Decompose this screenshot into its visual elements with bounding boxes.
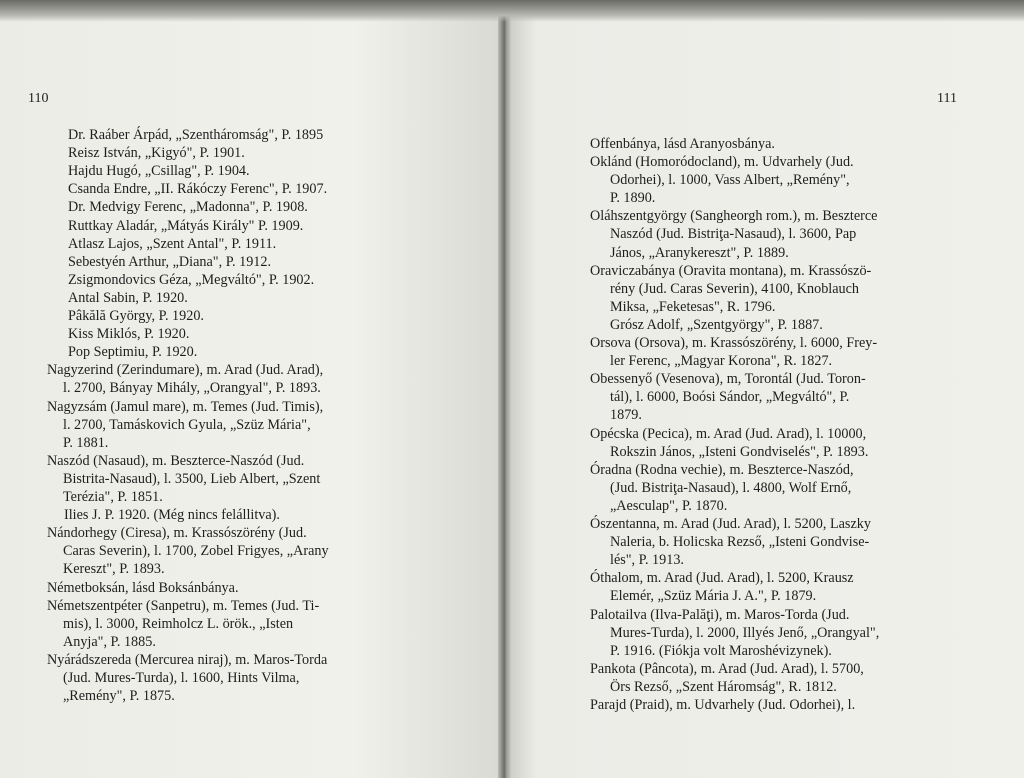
directory-entry xyxy=(590,569,854,605)
entry-line: Palotailva (Ilva-Palăţi), m. Maros-Torda (Jud. xyxy=(590,606,850,623)
directory-entry xyxy=(68,271,314,289)
entry-line: Németszentpéter (Sanpetru), m. Temes (Jud. Ti- xyxy=(47,597,320,614)
entry-line: Hajdu Hugó, „Csillag", P. 1904. xyxy=(68,163,250,180)
entry-line: Grósz Adolf, „Szentgyörgy", P. 1887. xyxy=(610,317,823,333)
entry-line: lés", P. 1913. xyxy=(610,552,684,569)
directory-entry xyxy=(68,198,308,216)
entry-line: l. 2700, Tamáskovich Gyula, „Szüz Mária", xyxy=(63,416,311,433)
entry-line: (Jud. Bistriţa-Nasaud), l. 4800, Wolf Ernő, xyxy=(610,479,852,496)
directory-entry xyxy=(68,325,189,343)
directory-entry xyxy=(590,515,871,569)
entry-line: Mures-Turda), l. 2000, Illyés Jenő, „Orangyal", xyxy=(610,624,880,641)
directory-entry xyxy=(47,579,239,597)
entry-line: Oláhszentgyörgy (Sangheorgh rom.), m. Beszterce xyxy=(590,208,878,225)
entry-line: Anyja", P. 1885. xyxy=(63,633,156,650)
directory-entry xyxy=(47,361,323,397)
directory-entry xyxy=(68,307,204,325)
entry-line: Örs Rezső, „Szent Háromság", R. 1812. xyxy=(610,678,837,695)
entry-line: János, „Aranykereszt", P. 1889. xyxy=(610,244,789,261)
entry-line: Reisz István, „Kigyó", P. 1901. xyxy=(68,145,245,162)
entry-line: Rokszin János, „Isteni Gondviselés", P. 1893. xyxy=(610,443,869,460)
directory-entry xyxy=(590,425,868,461)
entry-line: Dr. Medvigy Ferenc, „Madonna", P. 1908. xyxy=(68,199,308,216)
entry-line: P. 1881. xyxy=(63,434,109,451)
entry-line: Oklánd (Homoródocland), m. Udvarhely (Jud. xyxy=(590,154,854,171)
entry-line: Nándorhegy (Ciresa), m. Krassószörény (Jud. xyxy=(47,525,307,542)
directory-entry xyxy=(590,334,877,370)
entry-line: Bistrita-Nasaud), l. 3500, Lieb Albert, „Szent xyxy=(63,470,321,487)
directory-entry xyxy=(47,506,280,524)
entry-line: mis), l. 3000, Reimholcz L. örök., „Isten xyxy=(63,615,294,632)
directory-entry xyxy=(68,253,271,271)
directory-entry xyxy=(68,162,250,180)
entry-line: Pankota (Pâncota), m. Arad (Jud. Arad), l. 5700, xyxy=(590,660,864,677)
entry-line: Nagyzsám (Jamul mare), m. Temes (Jud. Timis), xyxy=(47,398,324,415)
book-gutter xyxy=(498,0,512,778)
entry-line: Elemér, „Szüz Mária J. A.", P. 1879. xyxy=(610,588,817,605)
directory-entry xyxy=(590,370,866,424)
entry-line: l. 2700, Bányay Mihály, „Orangyal", P. 1893. xyxy=(63,380,321,397)
directory-entry xyxy=(68,289,188,307)
entry-line: Ószentanna, m. Arad (Jud. Arad), l. 5200, Laszky xyxy=(590,516,871,533)
entry-line: rény (Jud. Caras Severin), 4100, Knoblauch xyxy=(610,280,860,297)
entry-line: Németboksán, lásd Boksánbánya. xyxy=(47,579,239,596)
entry-line: Nagyzerind (Zerindumare), m. Arad (Jud. Arad), xyxy=(47,362,324,379)
entry-line: Ruttkay Aladár, „Mátyás Király" P. 1909. xyxy=(68,217,304,234)
entry-line: 1879. xyxy=(610,407,642,424)
entry-line: „Aesculap", P. 1870. xyxy=(610,497,728,514)
directory-entry xyxy=(47,452,320,506)
directory-entry xyxy=(68,343,197,361)
entry-line: Naleria, b. Holicska Rezső, „Isteni Gondvise- xyxy=(610,534,870,551)
entry-line: Offenbánya, lásd Aranyosbánya. xyxy=(590,136,775,152)
directory-entry xyxy=(47,524,329,578)
directory-entry xyxy=(590,153,854,207)
entry-line: Dr. Raáber Árpád, „Szentháromság", P. 1895 xyxy=(68,127,324,143)
entry-line: Óradna (Rodna vechie), m. Beszterce-Naszód, xyxy=(590,461,854,478)
entry-line: (Jud. Mures-Turda), l. 1600, Hints Vilma, xyxy=(63,669,300,686)
entry-line: Sebestyén Arthur, „Diana", P. 1912. xyxy=(68,253,272,270)
entry-line: Opécska (Pecica), m. Arad (Jud. Arad), l. 10000, xyxy=(590,425,867,442)
entry-line: Csanda Endre, „II. Rákóczy Ferenc", P. 1907. xyxy=(68,181,328,198)
entry-line: P. 1916. (Fiókja volt Maroshévizynek). xyxy=(610,642,832,659)
entry-line: tál), l. 6000, Boósi Sándor, „Megváltó", P. xyxy=(610,389,850,406)
directory-entry xyxy=(590,461,854,515)
directory-entry xyxy=(68,217,303,235)
directory-entry xyxy=(68,144,245,162)
entry-line: ler Ferenc, „Magyar Korona", R. 1827. xyxy=(610,353,833,370)
entry-line: Pâkălă György, P. 1920. xyxy=(68,308,204,324)
entry-line: Kereszt", P. 1893. xyxy=(63,561,165,578)
entry-line: Atlasz Lajos, „Szent Antal", P. 1911. xyxy=(68,235,277,252)
directory-entry xyxy=(47,398,323,452)
entry-line: Odorhei), l. 1000, Vass Albert, „Remény", xyxy=(610,172,850,189)
entry-line: Zsigmondovics Géza, „Megváltó", P. 1902. xyxy=(68,271,315,288)
directory-entry xyxy=(590,135,775,153)
entry-line: Caras Severin), l. 1700, Zobel Frigyes, „Arany xyxy=(63,543,329,560)
directory-entry xyxy=(68,180,327,198)
entry-line: Orsova (Orsova), m. Krassószörény, l. 6000, Frey- xyxy=(590,335,878,352)
entry-line: Miksa, „Feketesas", R. 1796. xyxy=(610,298,776,315)
directory-entry xyxy=(610,316,823,334)
directory-entry xyxy=(47,597,319,651)
directory-entry xyxy=(68,235,276,253)
entry-line: Naszód (Nasaud), m. Beszterce-Naszód (Jud. xyxy=(47,452,305,469)
scan-shadow-top xyxy=(0,0,1024,22)
entry-line: Parajd (Praid), m. Udvarhely (Jud. Odorhei), l. xyxy=(590,697,856,714)
entry-line: P. 1890. xyxy=(610,190,656,207)
entry-line: „Remény", P. 1875. xyxy=(63,688,175,705)
page-number-right: 111 xyxy=(937,91,957,106)
entry-line: Terézia", P. 1851. xyxy=(63,488,163,505)
directory-entry xyxy=(590,262,871,316)
entry-line: Naszód (Jud. Bistriţa-Nasaud), l. 3600, Pap xyxy=(610,226,857,243)
entry-line: Antal Sabin, P. 1920. xyxy=(68,289,188,306)
entry-line: Pop Septimiu, P. 1920. xyxy=(68,344,198,361)
directory-entry xyxy=(590,696,855,714)
directory-entry xyxy=(590,606,879,660)
directory-entry xyxy=(590,660,864,696)
directory-entry xyxy=(590,207,877,261)
directory-entry xyxy=(68,126,323,144)
entry-line: Ilies J. P. 1920. (Még nincs felállitva). xyxy=(64,507,280,524)
entry-line: Oraviczabánya (Oravita montana), m. Krassószö- xyxy=(590,262,872,279)
entry-line: Nyárádszereda (Mercurea niraj), m. Maros-Torda xyxy=(47,651,328,668)
page-number-left: 110 xyxy=(28,91,49,106)
entry-line: Kiss Miklós, P. 1920. xyxy=(68,326,190,343)
entry-line: Obessenyő (Vesenova), m, Torontál (Jud. Toron- xyxy=(590,371,866,388)
directory-entry xyxy=(47,651,327,705)
entry-line: Óthalom, m. Arad (Jud. Arad), l. 5200, Krausz xyxy=(590,570,854,587)
